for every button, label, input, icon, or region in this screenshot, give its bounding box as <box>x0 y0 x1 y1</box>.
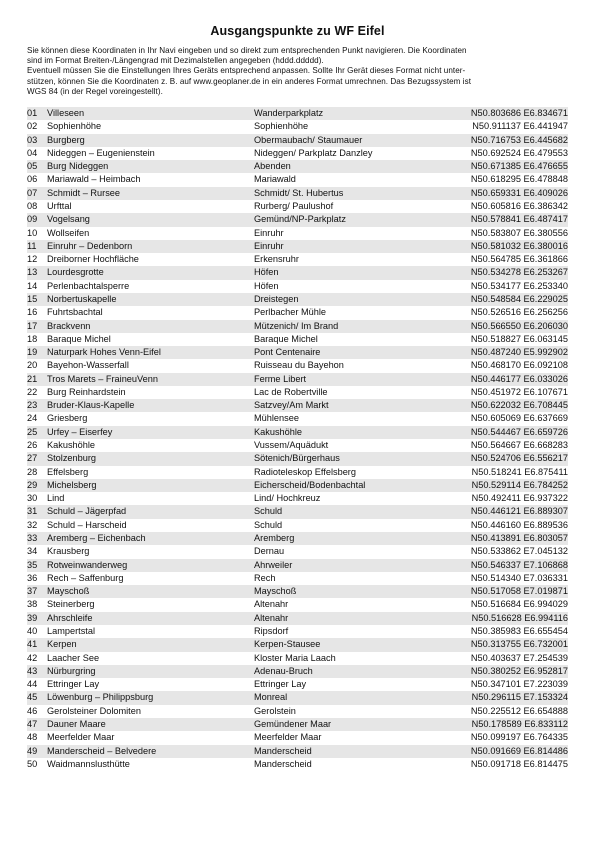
row-number: 49 <box>27 745 47 758</box>
route-name: Krausberg <box>47 546 90 557</box>
start-point: Wanderparkplatz <box>254 107 444 120</box>
start-point: Sophienhöhe <box>254 121 309 132</box>
start-point: Kerpen-Stausee <box>254 638 444 651</box>
table-row <box>27 346 568 359</box>
table-row <box>27 266 568 279</box>
row-number: 20 <box>27 360 38 371</box>
start-point: Höfen <box>254 280 279 291</box>
start-point: Dernau <box>254 546 285 557</box>
table-row <box>27 320 568 333</box>
coordinates: N50.099197 E6.764335 <box>470 732 568 743</box>
row-number: 03 <box>27 134 47 147</box>
row-number: 12 <box>27 254 38 265</box>
start-point: Ferme Libert <box>254 373 444 386</box>
coordinates: N50.526516 E6.256256 <box>470 307 568 318</box>
start-point: Lind/ Hochkreuz <box>254 493 321 504</box>
row-number: 42 <box>27 652 38 663</box>
row-number: 17 <box>27 320 47 333</box>
row-number: 50 <box>27 758 38 769</box>
route-name: Waidmannslusthütte <box>47 758 130 769</box>
row-number: 39 <box>27 612 47 625</box>
route-name: Laacher See <box>47 652 100 663</box>
row-number: 24 <box>27 413 38 424</box>
coordinates: N50.546337 E7.106868 <box>444 559 568 572</box>
route-name: Manderscheid – Belvedere <box>47 745 254 758</box>
route-name: Aremberg – Eichenbach <box>47 532 254 545</box>
table-row <box>27 545 568 558</box>
row-number: 40 <box>27 625 38 636</box>
coordinates-table-body <box>27 107 568 771</box>
intro-text <box>27 46 568 97</box>
coordinates: N50.514340 E7.036331 <box>470 572 568 583</box>
start-point: Mühlensee <box>254 413 299 424</box>
route-name: Rech – Saffenburg <box>47 572 124 583</box>
table-row <box>27 426 568 439</box>
row-number: 33 <box>27 532 47 545</box>
start-point: Ripsdorf <box>254 625 289 636</box>
route-name: Burgberg <box>47 134 254 147</box>
route-name: Fuhrtsbachtal <box>47 307 103 318</box>
coordinates: N50.492411 E6.937322 <box>471 493 568 504</box>
row-number: 09 <box>27 213 47 226</box>
coordinates: N50.583807 E6.380556 <box>470 227 568 238</box>
coordinates: N50.518241 E6.875411 <box>471 466 568 477</box>
coordinates: N50.516628 E6.994116 <box>444 612 568 625</box>
table-row <box>27 160 568 173</box>
table-row <box>27 691 568 704</box>
table-row <box>27 412 568 425</box>
coordinates: N50.533862 E7.045132 <box>470 546 568 557</box>
table-row <box>27 705 568 718</box>
row-number: 23 <box>27 399 47 412</box>
coordinates: N50.534278 E6.253267 <box>444 266 568 279</box>
row-number: 02 <box>27 121 38 132</box>
route-name: Ettringer Lay <box>47 679 100 690</box>
coordinates: N50.347101 E7.223039 <box>470 679 568 690</box>
table-row <box>27 665 568 678</box>
start-point: Gemünd/NP-Parkplatz <box>254 213 444 226</box>
coordinates: N50.446177 E6.033026 <box>444 373 568 386</box>
row-number: 06 <box>27 174 38 185</box>
start-point: Baraque Michel <box>254 333 318 344</box>
row-number: 46 <box>27 705 38 716</box>
coordinates: N50.516684 E6.994029 <box>470 599 568 610</box>
route-name: Löwenburg – Philippsburg <box>47 691 254 704</box>
coordinates: N50.566550 E6.206030 <box>444 320 568 333</box>
row-number: 30 <box>27 493 38 504</box>
route-name: Dreiborner Hochfläche <box>47 254 139 265</box>
row-number: 31 <box>27 505 47 518</box>
route-name: Steinerberg <box>47 599 95 610</box>
start-point: Radioteleskop Effelsberg <box>254 466 356 477</box>
coordinates: N50.385983 E6.655454 <box>470 625 568 636</box>
row-number: 05 <box>27 160 47 173</box>
route-name: Mayschoß <box>47 585 254 598</box>
start-point: Manderscheid <box>254 758 312 769</box>
table-row <box>27 532 568 545</box>
table-row <box>27 452 568 465</box>
route-name: Nideggen – Eugenienstein <box>47 147 155 158</box>
table-row <box>27 612 568 625</box>
row-number: 32 <box>27 519 38 530</box>
coordinates: N50.313755 E6.732001 <box>444 638 568 651</box>
route-name: Villeseen <box>47 107 254 120</box>
start-point: Einruhr <box>254 227 284 238</box>
coordinates: N50.518827 E6.063145 <box>470 333 568 344</box>
route-name: Norbertuskapelle <box>47 293 254 306</box>
row-number: 18 <box>27 333 38 344</box>
start-point: Ahrweiler <box>254 559 444 572</box>
start-point: Mayschoß <box>254 585 444 598</box>
start-point: Ruisseau du Bayehon <box>254 360 344 371</box>
table-row <box>27 293 568 306</box>
start-point: Vussem/Aquädukt <box>254 440 329 451</box>
coordinates: N50.446160 E6.889536 <box>470 519 568 530</box>
start-point: Schuld <box>254 519 283 530</box>
table-row <box>27 572 568 585</box>
table-row <box>27 187 568 200</box>
row-number: 11 <box>27 240 47 253</box>
table-row <box>27 120 568 133</box>
table-row <box>27 492 568 505</box>
intro-line: stützen, können Sie die Koordinaten z. B. auf www.geoplaner.de in ein anderes Format umrechnen. Das Bezugssystem ist <box>27 76 472 86</box>
route-name: Schuld – Harscheid <box>47 519 127 530</box>
coordinates: N50.581032 E6.380016 <box>444 240 568 253</box>
table-row <box>27 638 568 651</box>
route-name: Lampertstal <box>47 625 96 636</box>
row-number: 45 <box>27 691 47 704</box>
start-point: Rech <box>254 572 276 583</box>
intro-line: Sie können diese Koordinaten in Ihr Navi eingeben und so direkt zum entsprechenden Punkt navigieren. Die Koordinaten <box>27 46 467 55</box>
route-name: Wollseifen <box>47 227 90 238</box>
start-point: Eicherscheid/Bodenbachtal <box>254 479 444 492</box>
route-name: Perlenbachtalsperre <box>47 280 130 291</box>
start-point: Dreistegen <box>254 293 444 306</box>
start-point: Erkensruhr <box>254 254 299 265</box>
row-number: 14 <box>27 280 38 291</box>
start-point: Abenden <box>254 160 444 173</box>
coordinates: N50.225512 E6.654888 <box>470 705 568 716</box>
table-row <box>27 479 568 492</box>
route-name: Lind <box>47 493 65 504</box>
start-point: Obermaubach/ Staumauer <box>254 134 444 147</box>
route-name: Vogelsang <box>47 213 254 226</box>
coordinates: N50.671385 E6.476655 <box>444 160 568 173</box>
row-number: 26 <box>27 440 38 451</box>
coordinates: N50.451972 E6.107671 <box>470 386 568 397</box>
route-name: Schmidt – Rursee <box>47 187 254 200</box>
coordinates: N50.692524 E6.479553 <box>470 147 568 158</box>
route-name: Burg Nideggen <box>47 160 254 173</box>
coordinates-table <box>27 107 568 771</box>
coordinates: N50.446121 E6.889307 <box>444 505 568 518</box>
coordinates: N50.564785 E6.361866 <box>470 254 568 265</box>
coordinates: N50.524706 E6.556217 <box>444 452 568 465</box>
table-row <box>27 399 568 412</box>
coordinates: N50.911137 E6.441947 <box>472 121 568 132</box>
intro-line: WGS 84 (in der Regel voreingestellt). <box>27 86 163 96</box>
route-name: Effelsberg <box>47 466 89 477</box>
route-name: Urfttal <box>47 200 72 211</box>
table-row <box>27 585 568 598</box>
table-row <box>27 280 568 293</box>
coordinates: N50.548584 E6.229025 <box>444 293 568 306</box>
row-number: 34 <box>27 546 38 557</box>
route-name: Stolzenburg <box>47 452 254 465</box>
table-row <box>27 253 568 266</box>
start-point: Altenahr <box>254 599 289 610</box>
table-row <box>27 678 568 691</box>
table-row <box>27 598 568 611</box>
route-name: Nürburgring <box>47 665 254 678</box>
coordinates: N50.178589 E6.833112 <box>444 718 568 731</box>
row-number: 27 <box>27 452 47 465</box>
row-number: 10 <box>27 227 38 238</box>
coordinates: N50.622032 E6.708445 <box>444 399 568 412</box>
row-number: 13 <box>27 266 47 279</box>
row-number: 35 <box>27 559 47 572</box>
route-name: Urfey – Eiserfey <box>47 426 254 439</box>
route-name: Burg Reinhardstein <box>47 386 126 397</box>
table-row <box>27 147 568 160</box>
start-point: Lac de Robertville <box>254 386 328 397</box>
row-number: 04 <box>27 147 38 158</box>
table-row <box>27 745 568 758</box>
start-point: Mariawald <box>254 174 296 185</box>
coordinates: N50.578841 E6.487417 <box>444 213 568 226</box>
start-point: Perlbacher Mühle <box>254 307 327 318</box>
route-name: Mariawald – Heimbach <box>47 174 141 185</box>
row-number: 29 <box>27 479 47 492</box>
row-number: 41 <box>27 638 47 651</box>
document-page <box>27 24 568 771</box>
route-name: Dauner Maare <box>47 718 254 731</box>
row-number: 07 <box>27 187 47 200</box>
table-row <box>27 466 568 479</box>
start-point: Einruhr <box>254 240 444 253</box>
table-row <box>27 505 568 518</box>
coordinates: N50.487240 E5.992902 <box>444 346 568 359</box>
route-name: Griesberg <box>47 413 88 424</box>
table-row <box>27 134 568 147</box>
start-point: Gerolstein <box>254 705 296 716</box>
coordinates: N50.716753 E6.445682 <box>444 134 568 147</box>
route-name: Bruder-Klaus-Kapelle <box>47 399 254 412</box>
start-point: Rurberg/ Paulushof <box>254 200 334 211</box>
row-number: 43 <box>27 665 47 678</box>
row-number: 36 <box>27 572 38 583</box>
table-row <box>27 718 568 731</box>
coordinates: N50.091718 E6.814475 <box>470 758 568 769</box>
table-row <box>27 333 568 346</box>
start-point: Kakushöhle <box>254 426 444 439</box>
row-number: 21 <box>27 373 47 386</box>
table-row <box>27 758 568 771</box>
row-number: 37 <box>27 585 47 598</box>
start-point: Meerfelder Maar <box>254 732 322 743</box>
intro-line: Eventuell müssen Sie die Einstellungen Ihres Geräts entsprechend anpassen. Sollte Ihr Gerät dieses Format nicht unter- <box>27 66 466 76</box>
route-name: Sophienhöhe <box>47 121 102 132</box>
start-point: Pont Centenaire <box>254 346 444 359</box>
coordinates: N50.413891 E6.803057 <box>444 532 568 545</box>
route-name: Gerolsteiner Dolomiten <box>47 705 141 716</box>
row-number: 16 <box>27 307 38 318</box>
row-number: 48 <box>27 732 38 743</box>
coordinates: N50.659331 E6.409026 <box>444 187 568 200</box>
coordinates: N50.468170 E6.092108 <box>470 360 568 371</box>
table-row <box>27 439 568 452</box>
table-row <box>27 359 568 372</box>
coordinates: N50.564667 E6.668283 <box>470 440 568 451</box>
coordinates: N50.403637 E7.254539 <box>470 652 568 663</box>
route-name: Einruhr – Dedenborn <box>47 240 254 253</box>
route-name: Rotweinwanderweg <box>47 559 254 572</box>
row-number: 25 <box>27 426 47 439</box>
route-name: Michelsberg <box>47 479 254 492</box>
start-point: Altenahr <box>254 612 444 625</box>
table-row <box>27 306 568 319</box>
coordinates: N50.380252 E6.952817 <box>444 665 568 678</box>
table-row <box>27 227 568 240</box>
start-point: Höfen <box>254 266 444 279</box>
route-name: Bayehon-Wasserfall <box>47 360 129 371</box>
table-row <box>27 107 568 120</box>
row-number: 19 <box>27 346 47 359</box>
row-number: 28 <box>27 466 38 477</box>
route-name: Ahrschleife <box>47 612 254 625</box>
row-number: 01 <box>27 107 47 120</box>
intro-line: sind im Format Breiten-/Längengrad mit Dezimalstellen angegeben (hddd.ddddd). <box>27 56 324 66</box>
start-point: Nideggen/ Parkplatz Danzley <box>254 147 373 158</box>
route-name: Baraque Michel <box>47 333 111 344</box>
start-point: Aremberg <box>254 532 444 545</box>
route-name: Schuld – Jägerpfad <box>47 505 254 518</box>
page-title: Ausgangspunkte zu WF Eifel <box>210 24 385 38</box>
coordinates: N50.534177 E6.253340 <box>470 280 568 291</box>
start-point: Schuld <box>254 505 444 518</box>
table-row <box>27 200 568 213</box>
row-number: 08 <box>27 200 38 211</box>
table-row <box>27 519 568 532</box>
row-number: 38 <box>27 599 38 610</box>
start-point: Sötenich/Bürgerhaus <box>254 452 444 465</box>
table-row <box>27 652 568 665</box>
coordinates: N50.529114 E6.784252 <box>444 479 568 492</box>
coordinates: N50.296115 E7.153324 <box>444 691 568 704</box>
coordinates: N50.803686 E6.834671 <box>444 107 568 120</box>
route-name: Naturpark Hohes Venn-Eifel <box>47 346 254 359</box>
coordinates: N50.618295 E6.478848 <box>470 174 568 185</box>
start-point: Kloster Maria Laach <box>254 652 336 663</box>
row-number: 22 <box>27 386 38 397</box>
table-row <box>27 373 568 386</box>
table-row <box>27 731 568 744</box>
start-point: Adenau-Bruch <box>254 665 444 678</box>
route-name: Kerpen <box>47 638 254 651</box>
start-point: Ettringer Lay <box>254 679 307 690</box>
row-number: 15 <box>27 293 47 306</box>
coordinates: N50.605069 E6.637669 <box>470 413 568 424</box>
route-name: Kakushöhle <box>47 440 96 451</box>
table-row <box>27 240 568 253</box>
start-point: Monreal <box>254 691 444 704</box>
coordinates: N50.605816 E6.386342 <box>470 200 568 211</box>
table-row <box>27 625 568 638</box>
start-point: Mützenich/ Im Brand <box>254 320 444 333</box>
start-point: Gemündener Maar <box>254 718 444 731</box>
table-row <box>27 386 568 399</box>
coordinates: N50.544467 E6.659726 <box>444 426 568 439</box>
table-row <box>27 213 568 226</box>
table-row <box>27 173 568 186</box>
route-name: Brackvenn <box>47 320 254 333</box>
route-name: Lourdesgrotte <box>47 266 254 279</box>
table-row <box>27 559 568 572</box>
row-number: 44 <box>27 679 38 690</box>
coordinates: N50.517058 E7.019871 <box>444 585 568 598</box>
row-number: 47 <box>27 718 47 731</box>
coordinates: N50.091669 E6.814486 <box>444 745 568 758</box>
start-point: Schmidt/ St. Hubertus <box>254 187 444 200</box>
start-point: Satzvey/Am Markt <box>254 399 444 412</box>
route-name: Tros Marets – FraineuVenn <box>47 373 254 386</box>
start-point: Manderscheid <box>254 745 444 758</box>
route-name: Meerfelder Maar <box>47 732 115 743</box>
